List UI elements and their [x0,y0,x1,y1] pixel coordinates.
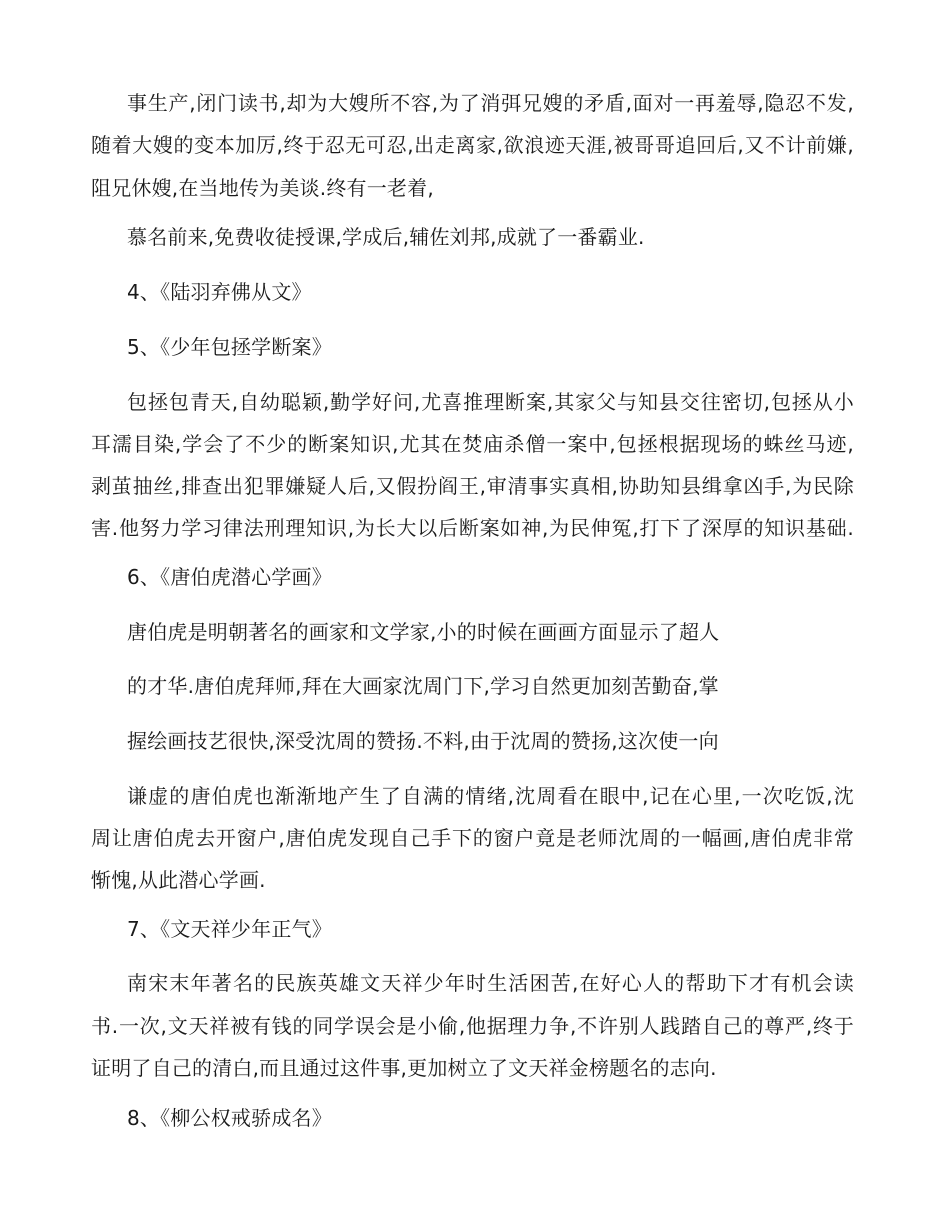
text-line: 阻兄休嫂,在当地传为美谈.终有一老着, [91,176,434,200]
text-line: 书.一次,文天祥被有钱的同学误会是小偷,他据理力争,不许别人践踏自己的尊严,终于 [91,1014,854,1038]
text-line: 慕名前来,免费收徒授课,学成后,辅佐刘邦,成就了一番霸业. [127,225,645,249]
section-heading: 8、《柳公权戒骄成名》 [127,1106,332,1130]
text-line: 谦虚的唐伯虎也渐渐地产生了自满的情绪,沈周看在眼中,记在心里,一次吃饭,沈 [127,784,854,808]
section-heading: 6、《唐伯虎潜心学画》 [127,565,332,589]
text-line: 事生产,闭门读书,却为大嫂所不容,为了消弭兄嫂的矛盾,面对一再羞辱,隐忍不发, [127,91,854,115]
text-line: 耳濡目染,学会了不少的断案知识,尤其在焚庙杀僧一案中,包拯根据现场的蛛丝马迹, [91,432,854,456]
text-line: 证明了自己的清白,而且通过这件事,更加树立了文天祥金榜题名的志向. [91,1056,717,1080]
text-line: 随着大嫂的变本加厉,终于忍无可忍,出走离家,欲浪迹天涯,被哥哥追回后,又不计前嫌, [91,133,854,157]
text-line: 唐伯虎是明朝著名的画家和文学家,小的时候在画画方面显示了超人 [127,620,720,644]
section-heading: 7、《文天祥少年正气》 [127,917,332,941]
section-heading: 5、《少年包拯学断案》 [127,335,332,359]
text-line: 周让唐伯虎去开窗户,唐伯虎发现自己手下的窗户竟是老师沈周的一幅画,唐伯虎非常 [91,826,854,850]
text-line: 害.他努力学习律法刑理知识,为长大以后断案如神,为民伸冤,打下了深厚的知识基础. [91,516,854,540]
text-line: 剥茧抽丝,排查出犯罪嫌疑人后,又假扮阎王,审清事实真相,协助知县缉拿凶手,为民除 [91,474,854,498]
text-line: 惭愧,从此潜心学画. [91,868,266,892]
text-line: 南宋末年著名的民族英雄文天祥少年时生活困苦,在好心人的帮助下才有机会读 [127,971,854,995]
text-line: 握绘画技艺很快,深受沈周的赞扬.不料,由于沈周的赞扬,这次使一向 [127,729,719,753]
text-line: 的才华.唐伯虎拜师,拜在大画家沈周门下,学习自然更加刻苦勤奋,掌 [127,674,719,698]
section-heading: 4、《陆羽弃佛从文》 [127,280,312,304]
text-line: 包拯包青天,自幼聪颖,勤学好问,尤喜推理断案,其家父与知县交往密切,包拯从小 [127,390,854,414]
